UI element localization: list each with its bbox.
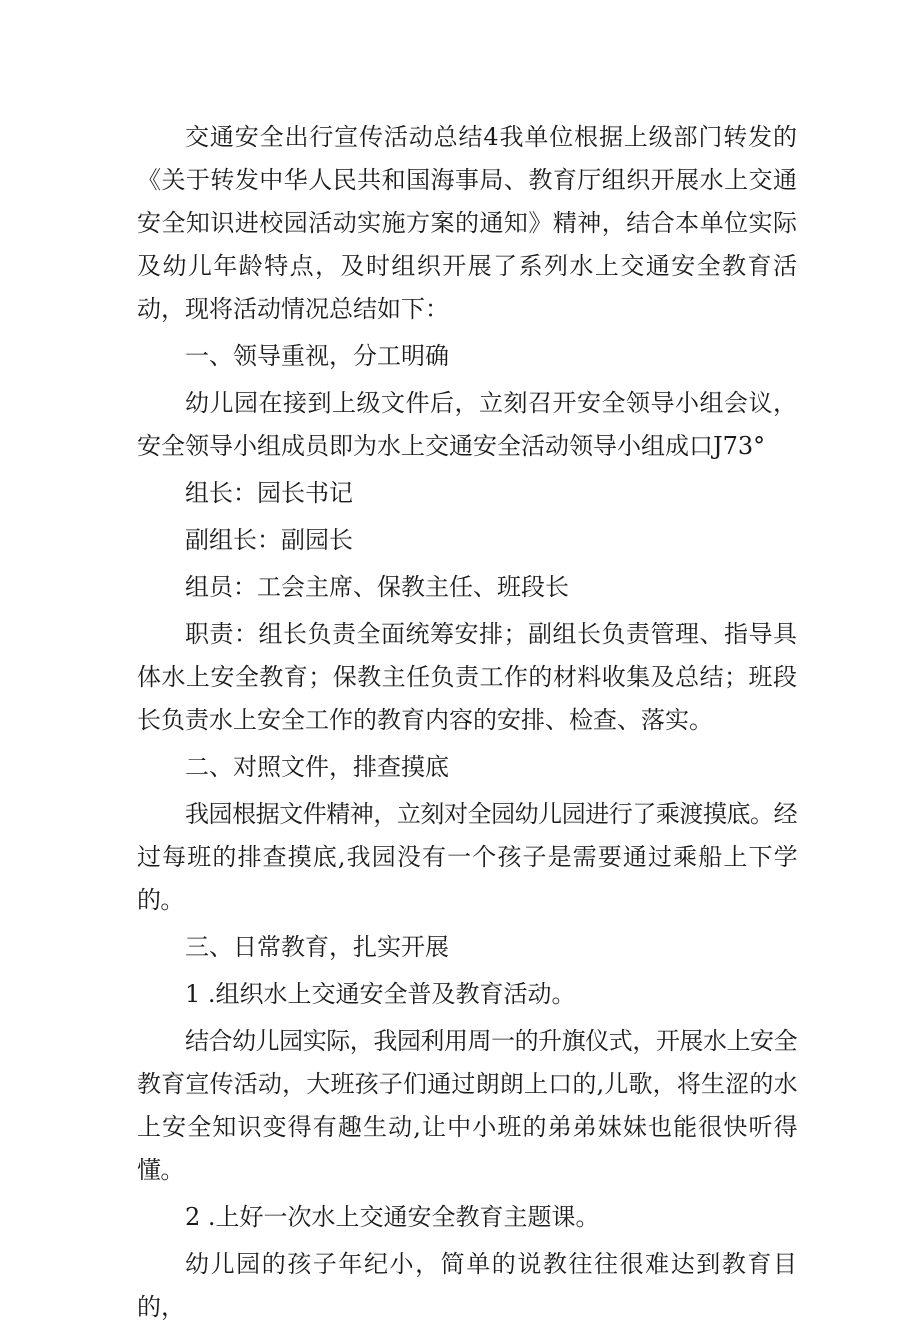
section-heading-3: 三、日常教育，扎实开展: [185, 933, 449, 961]
list-item-1: 1 .组织水上交通安全普及教育活动。: [185, 980, 576, 1008]
paragraph: 幼儿园在接到上级文件后，立刻召开安全领导小组会议，安全领导小组成员即为水上交通安全活动领导小组成口J73°: [137, 389, 797, 460]
intro-paragraph: 交通安全出行宣传活动总结4我单位根据上级部门转发的《关于转发中华人民共和国海事局、教育厅组织开展水上交通安全知识进校园活动实施方案的通知》精神，结合本单位实际及幼儿年龄特点，及时组织开展了系列水上交通安全教育活动，现将活动情况总结如下：: [137, 123, 797, 323]
paragraph: 职责：组长负责全面统筹安排；副组长负责管理、指导具体水上安全教育；保教主任负责工作的材料收集及总结；班段长负责水上安全工作的教育内容的安排、检查、落实。: [137, 620, 797, 734]
paragraph: 组员：工会主席、保教主任、班段长: [185, 573, 569, 601]
paragraph: 组长：园长书记: [185, 479, 353, 507]
section-heading-2: 二、对照文件，排查摸底: [185, 753, 449, 781]
section-heading-1: 一、领导重视，分工明确: [185, 342, 449, 370]
document-body: [137, 116, 797, 1329]
paragraph: 结合幼儿园实际，我园利用周一的升旗仪式，开展水上安全教育宣传活动，大班孩子们通过朗朗上口的,儿歌，将生涩的水上安全知识变得有趣生动,让中小班的弟弟妹妹也能很快听得懂。: [137, 1027, 797, 1184]
paragraph: 我园根据文件精神，立刻对全园幼儿园进行了乘渡摸底。经过每班的排查摸底,我园没有一个孩子是需要通过乘船上下学的。: [137, 800, 797, 914]
paragraph: 幼儿园的孩子年纪小，简单的说教往往很难达到教育目的，: [137, 1250, 797, 1321]
paragraph: 副组长：副园长: [185, 526, 353, 554]
list-item-2: 2 .上好一次水上交通安全教育主题课。: [185, 1203, 600, 1231]
